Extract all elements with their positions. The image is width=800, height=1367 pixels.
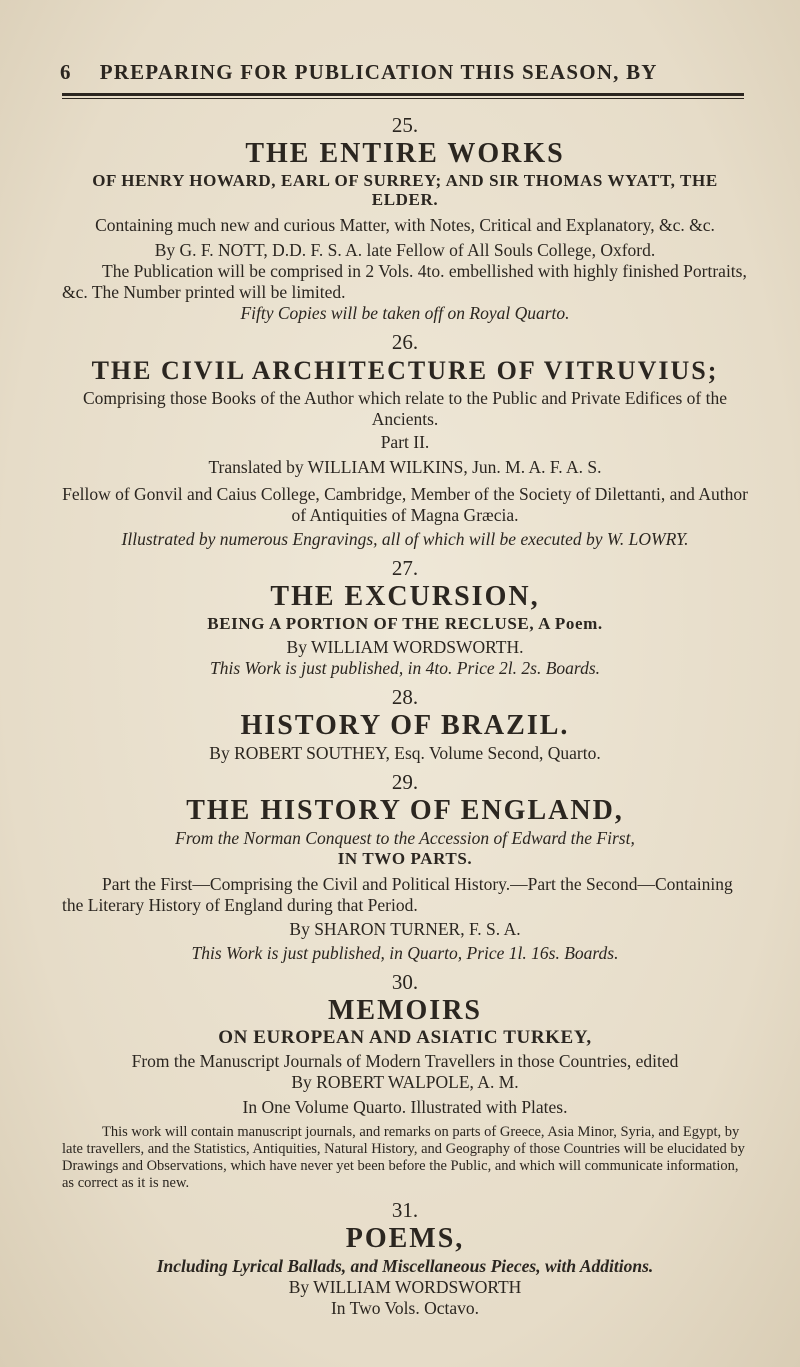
entry-description: Comprising those Books of the Author which relate to the Public and Private Edifices of the Ancients.	[83, 388, 727, 429]
entry-note-italic: Fifty Copies will be taken off on Royal Quarto.	[240, 303, 570, 323]
entry-subtitle: OF HENRY HOWARD, EARL OF SURREY; AND SIR THOMAS WYATT, THE ELDER.	[92, 171, 718, 209]
entry-description: From the Norman Conquest to the Accession of Edward the First,	[175, 828, 635, 848]
entry-subtitle: ON EUROPEAN AND ASIATIC TURKEY,	[218, 1027, 592, 1048]
entry-note-italic: Illustrated by numerous Engravings, all of which will be executed by W. LOWRY.	[121, 529, 689, 549]
entry-note: Part the First—Comprising the Civil and Political History.—Part the Second—Containing the Literary History of England during that Period.	[62, 874, 733, 915]
running-title: PREPARING FOR PUBLICATION THIS SEASON, BY	[99, 60, 658, 84]
entry-31	[62, 1198, 748, 1319]
entry-title: THE HISTORY OF ENGLAND,	[186, 795, 624, 826]
header-rule	[62, 93, 744, 99]
entry-26	[62, 330, 748, 550]
entry-description: From the Manuscript Journals of Modern Travellers in those Countries, edited	[131, 1051, 679, 1071]
entry-title: HISTORY OF BRAZIL.	[240, 710, 570, 741]
entry-number: 26.	[391, 330, 419, 354]
entry-author: By ROBERT WALPOLE, A. M.	[291, 1072, 519, 1092]
entry-note-italic: This Work is just published, in 4to. Price 2l. 2s. Boards.	[209, 658, 601, 678]
entry-note: This work will contain manuscript journals, and remarks on parts of Greece, Asia Minor, Syria, and Egypt, by late travellers, and the Statistics, Antiquities, Natural History, and Geography of those Countries will be elucidated by Drawings and Observations, which have never yet been before the Public, and which will communicate information, as correct as it is new.	[62, 1124, 745, 1191]
entry-note: The Publication will be comprised in 2 Vols. 4to. embellished with highly finished Portraits, &c. The Number printed will be limited.	[62, 261, 747, 302]
entry-number: 25.	[391, 113, 419, 137]
page-number: 6	[60, 60, 72, 84]
entry-description: Including Lyrical Ballads, and Miscellaneous Pieces, with Additions.	[156, 1256, 654, 1276]
entry-27	[62, 556, 748, 679]
entry-note-italic: This Work is just published, in Quarto, Price 1l. 16s. Boards.	[191, 943, 619, 963]
entry-title: THE CIVIL ARCHITECTURE OF VITRUVIUS;	[91, 356, 719, 385]
entry-author: By G. F. NOTT, D.D. F. S. A. late Fellow of All Souls College, Oxford.	[154, 240, 656, 260]
entry-author: By WILLIAM WORDSWORTH.	[286, 637, 524, 657]
entry-title: POEMS,	[345, 1223, 465, 1254]
entry-number: 28.	[391, 685, 419, 709]
entry-30	[62, 970, 748, 1192]
entry-title: MEMOIRS	[328, 995, 482, 1026]
entry-part: IN TWO PARTS.	[337, 849, 473, 868]
entry-note: Fellow of Gonvil and Caius College, Cambridge, Member of the Society of Dilettanti, and Author of Antiquities of Magna Græcia.	[62, 484, 748, 525]
entry-number: 29.	[391, 770, 419, 794]
entry-part: Part II.	[380, 432, 430, 452]
entry-part: In Two Vols. Octavo.	[330, 1298, 479, 1318]
entry-number: 27.	[391, 556, 419, 580]
entry-author: Translated by WILLIAM WILKINS, Jun. M. A. F. A. S.	[208, 457, 602, 477]
entry-subtitle: BEING A PORTION OF THE RECLUSE, A Poem.	[207, 614, 603, 633]
entry-title: THE EXCURSION,	[270, 581, 540, 612]
entry-title: THE ENTIRE WORKS	[245, 138, 565, 169]
entry-number: 30.	[391, 970, 419, 994]
running-head	[60, 60, 748, 85]
entry-25	[62, 113, 748, 324]
entry-part: In One Volume Quarto. Illustrated with Plates.	[242, 1097, 568, 1117]
entry-28	[62, 685, 748, 764]
entry-author: By WILLIAM WORDSWORTH	[288, 1277, 522, 1297]
entry-description: Containing much new and curious Matter, with Notes, Critical and Explanatory, &c. &c.	[95, 215, 715, 235]
entry-author: By SHARON TURNER, F. S. A.	[289, 919, 521, 939]
entry-29	[62, 770, 748, 964]
entry-author: By ROBERT SOUTHEY, Esq. Volume Second, Quarto.	[209, 743, 601, 763]
entry-number: 31.	[391, 1198, 419, 1222]
